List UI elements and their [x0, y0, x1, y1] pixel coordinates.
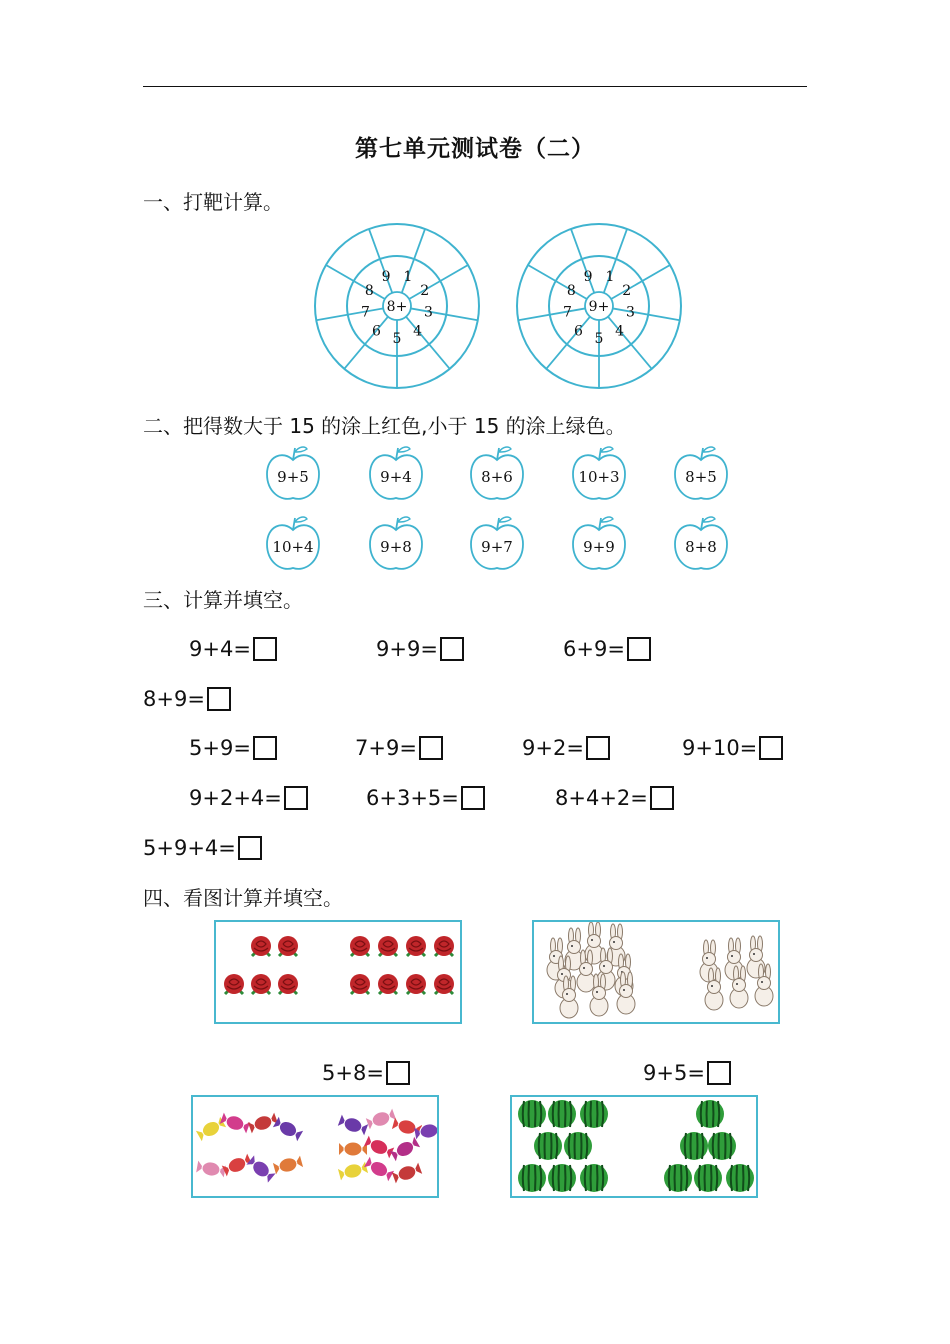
- section-3-heading: 三、计算并填空。: [143, 588, 303, 612]
- watermelon-icon: [580, 1100, 608, 1128]
- target-number: 7: [563, 304, 572, 321]
- answer-box[interactable]: [238, 836, 262, 860]
- answer-box[interactable]: [386, 1061, 410, 1085]
- equation-row5-a: 5+9+4=: [143, 836, 262, 860]
- watermelon-icon: [534, 1132, 562, 1160]
- section-1-heading: 一、打靶计算。: [143, 190, 283, 214]
- watermelon-icon: [564, 1132, 592, 1160]
- candy-icon: [219, 1112, 250, 1135]
- watermelon-icon: [694, 1164, 722, 1192]
- candy-icon: [363, 1135, 394, 1160]
- top-rule: [143, 86, 807, 87]
- candy-icon: [365, 1108, 396, 1131]
- apple-label: 8+5: [685, 468, 717, 486]
- rose-icon: [251, 974, 271, 994]
- target-number: 7: [361, 304, 370, 321]
- equation-row3-b: 7+9=: [355, 736, 443, 760]
- target-number: 4: [413, 323, 423, 340]
- rose-icon: [278, 936, 298, 956]
- answer-box[interactable]: [707, 1061, 731, 1085]
- apple-label: 8+8: [685, 538, 717, 556]
- apple-label: 8+6: [481, 468, 513, 486]
- target-number: 3: [626, 304, 635, 321]
- target-2: [517, 224, 681, 388]
- rose-icon: [434, 974, 454, 994]
- apple-label: 10+4: [272, 538, 314, 556]
- answer-box[interactable]: [253, 637, 277, 661]
- candy-icon: [221, 1153, 252, 1178]
- answer-box[interactable]: [627, 637, 651, 661]
- candy-icon: [247, 1112, 278, 1135]
- rose-icon: [434, 936, 454, 956]
- target-center-label: 9+: [588, 299, 610, 315]
- picture-equation-1: 5+8=: [322, 1061, 410, 1085]
- candy-icon: [391, 1162, 422, 1185]
- equation-row1-b: 9+9=: [376, 637, 464, 661]
- candy-icon: [272, 1116, 303, 1142]
- watermelon-icon: [664, 1164, 692, 1192]
- answer-box[interactable]: [759, 736, 783, 760]
- target-number: 5: [392, 331, 402, 347]
- target-number: 2: [420, 283, 430, 299]
- watermelon-icon: [548, 1164, 576, 1192]
- candy-icon: [338, 1161, 369, 1182]
- apple[interactable]: [573, 517, 625, 569]
- roses-picture: [214, 920, 462, 1024]
- target-number: 1: [605, 268, 615, 285]
- apple-label: 9+4: [380, 468, 412, 486]
- apple[interactable]: [471, 447, 523, 499]
- target-number: 8: [364, 283, 374, 299]
- equation-row1-c: 6+9=: [563, 637, 651, 661]
- answer-box[interactable]: [419, 736, 443, 760]
- rose-icon: [350, 936, 370, 956]
- section-2-heading: 二、把得数大于 15 的涂上红色,小于 15 的涂上绿色。: [143, 414, 626, 438]
- equation-row2-a: 8+9=: [143, 687, 231, 711]
- apple[interactable]: [370, 517, 422, 569]
- candy-icon: [339, 1142, 367, 1156]
- rose-icon: [251, 936, 271, 956]
- watermelon-icon: [696, 1100, 724, 1128]
- apple-label: 9+5: [277, 468, 309, 486]
- rose-icon: [278, 974, 298, 994]
- candy-icon: [273, 1155, 304, 1176]
- target-number: 9: [381, 268, 391, 285]
- picture-equation-2: 9+5=: [643, 1061, 731, 1085]
- rose-icon: [406, 974, 426, 994]
- rose-icon: [406, 936, 426, 956]
- target-number: 5: [594, 331, 604, 347]
- watermelons-picture: [510, 1095, 758, 1198]
- equation-row3-d: 9+10=: [682, 736, 783, 760]
- equation-row4-a: 9+2+4=: [189, 786, 308, 810]
- apple-label: 9+9: [583, 538, 615, 556]
- apple[interactable]: [370, 447, 422, 499]
- watermelon-icon: [708, 1132, 736, 1160]
- target-number: 6: [371, 323, 381, 340]
- candy-icon: [414, 1122, 437, 1141]
- watermelon-icon: [518, 1164, 546, 1192]
- answer-box[interactable]: [586, 736, 610, 760]
- rose-icon: [378, 974, 398, 994]
- target-number: 2: [622, 283, 632, 299]
- candy-icon: [246, 1155, 276, 1184]
- apple-label: 10+3: [578, 468, 620, 486]
- apple-label: 9+7: [481, 538, 513, 556]
- apple-label: 9+8: [380, 538, 412, 556]
- candy-icon: [337, 1114, 368, 1137]
- target-number: 8: [566, 283, 576, 299]
- apple[interactable]: [675, 447, 727, 499]
- rose-icon: [224, 974, 244, 994]
- equation-row1-a: 9+4=: [189, 637, 277, 661]
- target-number: 6: [573, 323, 583, 340]
- target-number: 1: [403, 268, 413, 285]
- answer-box[interactable]: [207, 687, 231, 711]
- apple[interactable]: [267, 447, 319, 499]
- apple[interactable]: [573, 447, 625, 499]
- watermelon-icon: [680, 1132, 708, 1160]
- target-number: 4: [615, 323, 625, 340]
- answer-box[interactable]: [650, 786, 674, 810]
- candies-picture: [191, 1095, 439, 1198]
- target-number: 9: [583, 268, 593, 285]
- apples-area: [255, 442, 745, 577]
- equation-row3-c: 9+2=: [522, 736, 610, 760]
- answer-box[interactable]: [253, 736, 277, 760]
- answer-box[interactable]: [440, 637, 464, 661]
- section-4-heading: 四、看图计算并填空。: [143, 886, 343, 910]
- answer-box[interactable]: [461, 786, 485, 810]
- watermelon-icon: [726, 1164, 754, 1192]
- target-center-label: 8+: [386, 299, 408, 315]
- equation-row3-a: 5+9=: [189, 736, 277, 760]
- rabbits-picture: [532, 920, 780, 1024]
- watermelon-icon: [518, 1100, 546, 1128]
- page-title: 第七单元测试卷（二）: [355, 135, 595, 162]
- candy-icon: [389, 1136, 420, 1162]
- target-1: [315, 224, 479, 388]
- answer-box[interactable]: [284, 786, 308, 810]
- apple[interactable]: [675, 517, 727, 569]
- watermelon-icon: [548, 1100, 576, 1128]
- targets-area: [305, 222, 695, 392]
- equation-row4-b: 6+3+5=: [366, 786, 485, 810]
- target-number: 3: [424, 304, 433, 321]
- watermelon-icon: [580, 1164, 608, 1192]
- equation-row4-c: 8+4+2=: [555, 786, 674, 810]
- candy-icon: [363, 1156, 394, 1182]
- apple[interactable]: [471, 517, 523, 569]
- candy-icon: [196, 1160, 226, 1179]
- apple[interactable]: [267, 517, 319, 569]
- rose-icon: [350, 974, 370, 994]
- rose-icon: [378, 936, 398, 956]
